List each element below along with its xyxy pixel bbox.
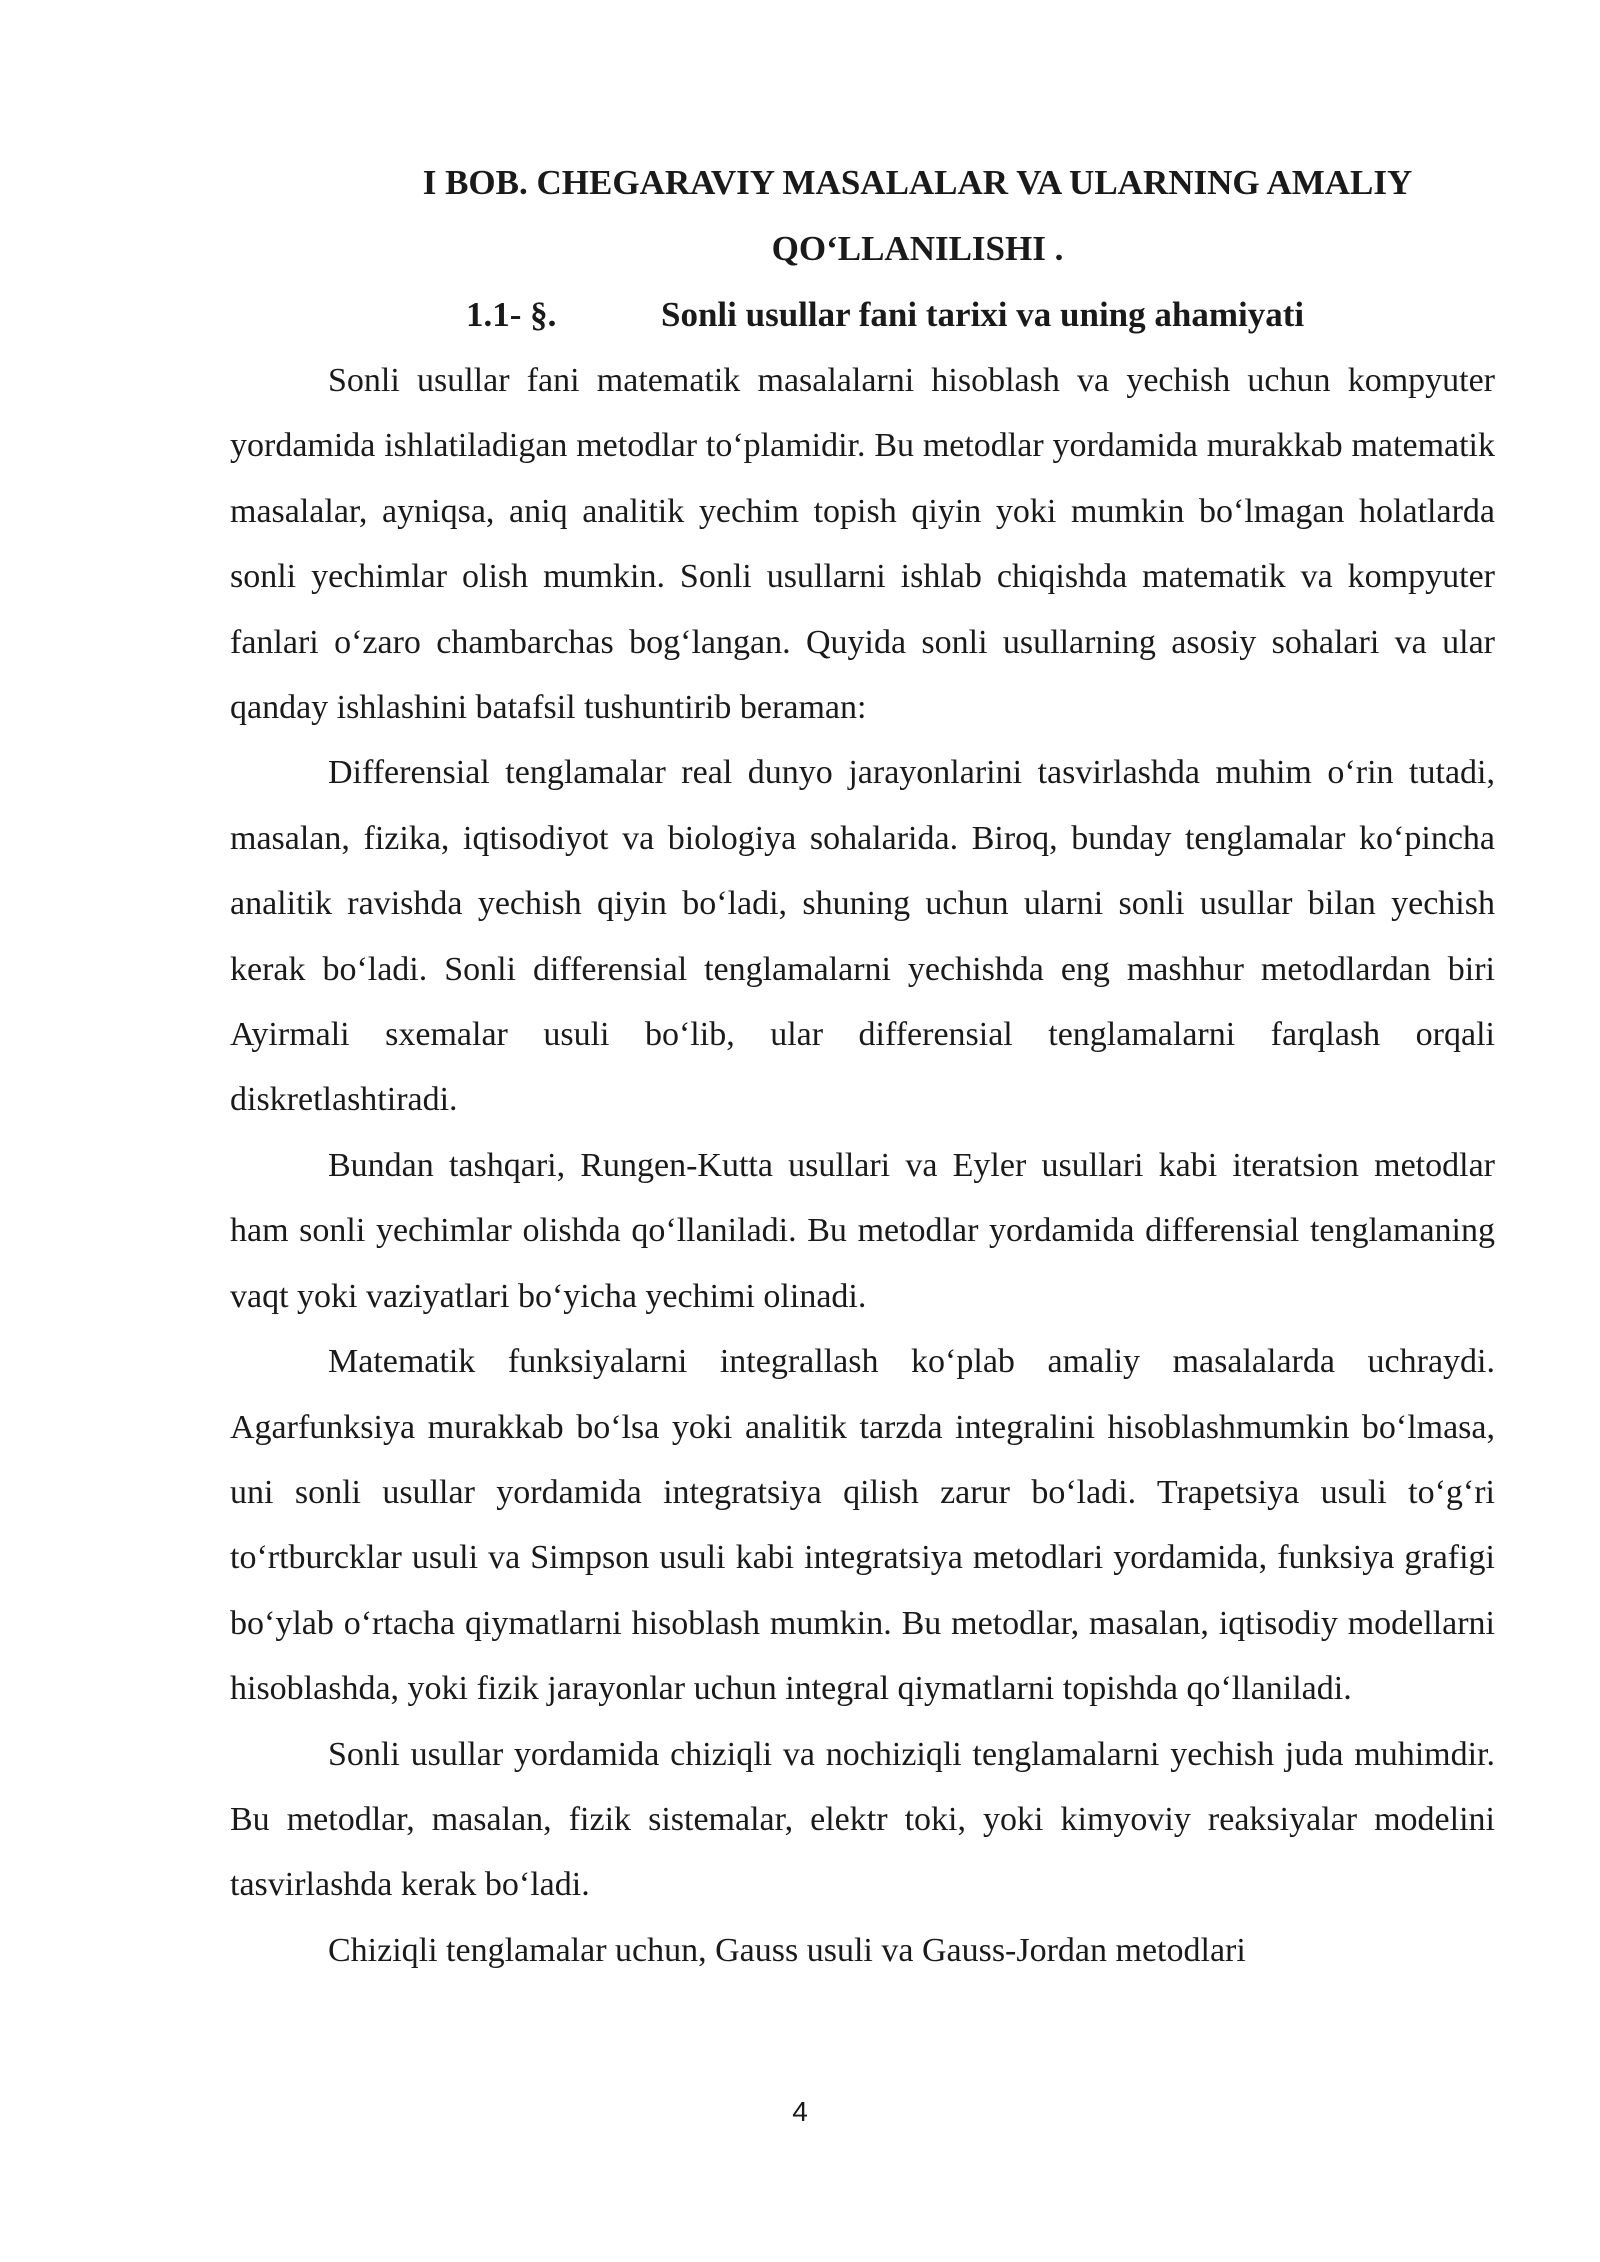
paragraph-4: Matematik funksiyalarni integrallash ko‘plab amaliy masalalarda uchraydi. Agarfunksiya murakkab bo‘lsa yoki analitik tarzda integralini hisoblashmumkin bo‘lmasa, uni sonli usullar yordamida integratsiya qilish zarur bo‘ladi. Trapetsiya usuli to‘g‘ri to‘rtburcklar usuli va Simpson usuli kabi integratsiya metodlari yordamida, funksiya grafigi bo‘ylab o‘rtacha qiymatlarni hisoblash mumkin. Bu metodlar, masalan, iqtisodiy modellarni hisoblashda, yoki fizik jarayonlar uchun integral qiymatlarni topishda qo‘llaniladi. — [230, 1343, 1495, 1708]
section-heading — [230, 282, 1495, 348]
page-content — [230, 150, 1495, 1983]
section-number: 1.1- §. — [466, 295, 557, 334]
paragraph-3: Bundan tashqari, Rungen-Kutta usullari va Eyler usullari kabi iteratsion metodlar ham sonli yechimlar olishda qo‘llaniladi. Bu metodlar yordamida differensial tenglamaning vaqt yoki vaziyatlari bo‘yicha yechimi olinadi. — [230, 1146, 1495, 1315]
paragraph-5: Sonli usullar yordamida chiziqli va nochiziqli tenglamalarni yechish juda muhimdir. Bu metodlar, masalan, fizik sistemalar, elektr toki, yoki kimyoviy reaksiyalar modelini tasvirlashda kerak bo‘ladi. — [230, 1735, 1495, 1904]
chapter-title — [230, 150, 1495, 282]
page-number: 4 — [792, 2096, 808, 2127]
paragraph-6: Chiziqli tenglamalar uchun, Gauss usuli va Gauss-Jordan metodlari — [328, 1931, 1246, 1969]
paragraph-1: Sonli usullar fani matematik masalalarni hisoblash va yechish uchun kompyuter yordamida ishlatiladigan metodlar to‘plamidir. Bu metodlar yordamida murakkab matematik masalalar, ayniqsa, aniq analitik yechim topish qiyin yoki mumkin bo‘lmagan holatlarda sonli yechimlar olish mumkin. Sonli usullarni ishlab chiqishda matematik va kompyuter fanlari o‘zaro chambarchas bog‘langan. Quyida sonli usullarning asosiy sohalari va ular qanday ishlashini batafsil tushuntirib beraman: — [230, 362, 1495, 727]
chapter-title-line-1: I BOB. CHEGARAVIY MASALALAR VA ULARNING AMALIY — [422, 163, 1413, 202]
chapter-title-line-2: QO‘LLANILISHI . — [771, 229, 1064, 268]
section-title: Sonli usullar fani tarixi va uning ahamiyati — [661, 295, 1305, 334]
paragraph-2: Differensial tenglamalar real dunyo jarayonlarini tasvirlashda muhim o‘rin tutadi, masalan, fizika, iqtisodiyot va biologiya sohalarida. Biroq, bunday tenglamalar ko‘pincha analitik ravishda yechish qiyin bo‘ladi, shuning uchun ularni sonli usullar bilan yechish kerak bo‘ladi. Sonli differensial tenglamalarni yechishda eng mashhur metodlardan biri Ayirmali sxemalar usuli bo‘lib, ular differensial tenglamalarni farqlash orqali diskretlashtiradi. — [230, 754, 1495, 1119]
